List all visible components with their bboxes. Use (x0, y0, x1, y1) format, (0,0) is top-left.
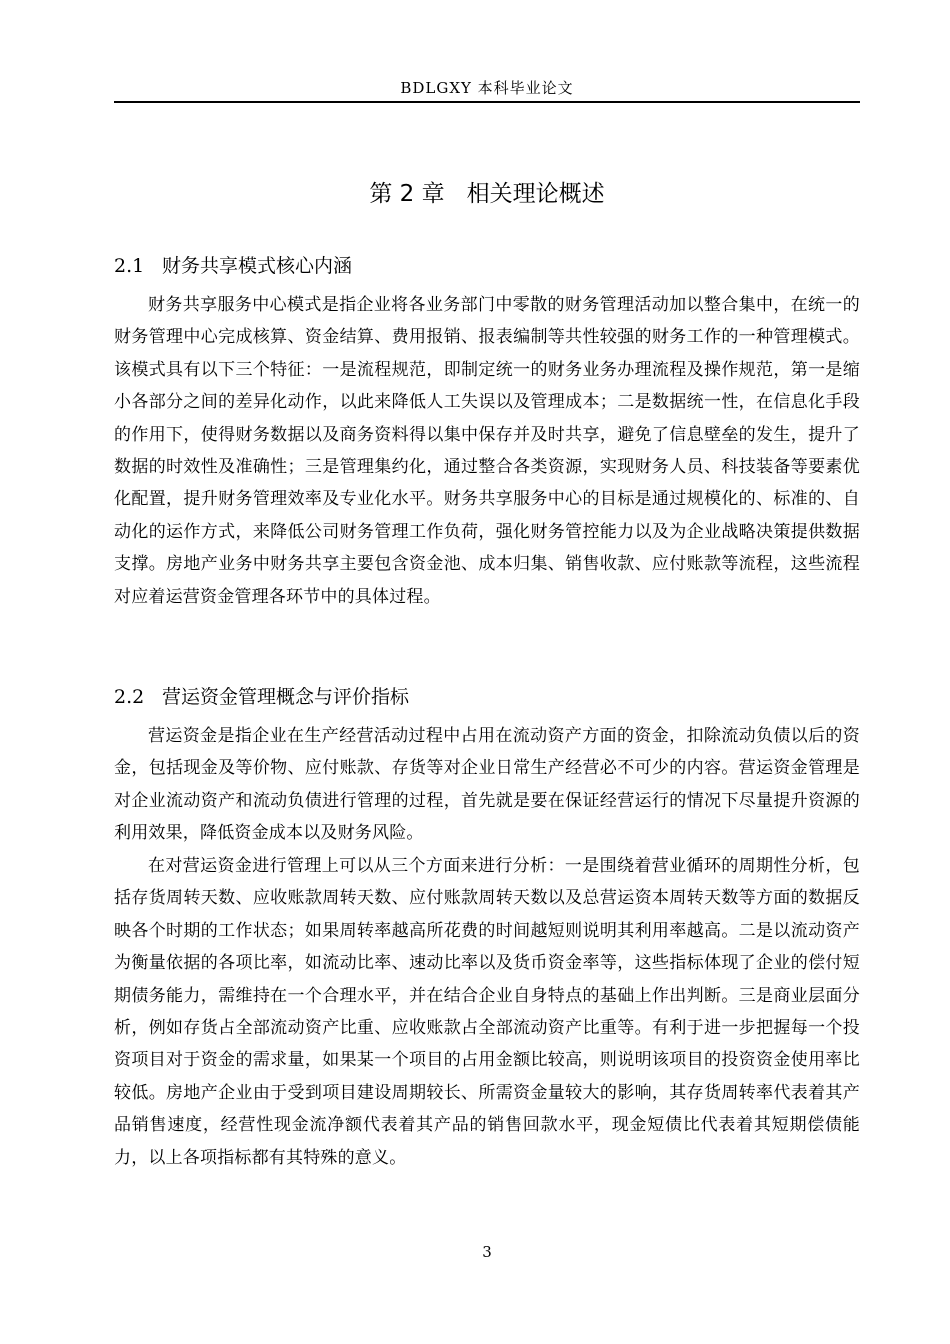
section-heading-2-1 (114, 252, 860, 280)
section-heading-2-2 (114, 683, 860, 711)
paragraph: 在对营运资金进行管理上可以从三个方面来进行分析：一是围绕着营业循环的周期性分析，包括存货周转天数、应收账款周转天数、应付账款周转天数以及总营运资本周转天数等方面的数据反映各个时期的工作状态；如果周转率越高所花费的时间越短则说明其利用率越高。二是以流动资产为衡量依据的各项比率，如流动比率、速动比率以及货币资金率等，这些指标体现了企业的偿付短期债务能力，需维持在一个合理水平，并在结合企业自身特点的基础上作出判断。三是商业层面分析，例如存货占全部流动资产比重、应收账款占全部流动资产比重等。有利于进一步把握每一个投资项目对于资金的需求量，如果某一个项目的占用金额比较高，则说明该项目的投资资金使用率比较低。房地产企业由于受到项目建设周期较长、所需资金量较大的影响，其存货周转率代表着其产品销售速度，经营性现金流净额代表着其产品的销售回款水平，现金短债比代表着其短期偿债能力，以上各项指标都有其特殊的意义。 (114, 856, 860, 1168)
section-number: 2.2 (114, 686, 145, 708)
page-number: 3 (482, 1243, 492, 1261)
section-title: 财务共享模式核心内涵 (162, 255, 353, 277)
section-title: 营运资金管理概念与评价指标 (162, 686, 410, 708)
section-number: 2.1 (114, 255, 145, 277)
chapter-number: 第 2 章 (369, 181, 445, 207)
running-header: BDLGXY 本科毕业论文 (400, 79, 574, 97)
chapter-title (114, 178, 860, 210)
chapter-title-text: 相关理论概述 (466, 181, 605, 207)
paragraph: 营运资金是指企业在生产经营活动过程中占用在流动资产方面的资金，扣除流动负债以后的资金，包括现金及等价物、应付账款、存货等对企业日常生产经营必不可少的内容。营运资金管理是对企业流动资产和流动负债进行管理的过程，首先就是要在保证经营运行的情况下尽量提升资源的利用效果，降低资金成本以及财务风险。 (114, 726, 860, 844)
header-rule (114, 101, 860, 103)
paragraph: 财务共享服务中心模式是指企业将各业务部门中零散的财务管理活动加以整合集中，在统一的财务管理中心完成核算、资金结算、费用报销、报表编制等共性较强的财务工作的一种管理模式。该模式具有以下三个特征：一是流程规范，即制定统一的财务业务办理流程及操作规范，第一是缩小各部分之间的差异化动作，以此来降低人工失误以及管理成本；二是数据统一性，在信息化手段的作用下，使得财务数据以及商务资料得以集中保存并及时共享，避免了信息壁垒的发生，提升了数据的时效性及准确性；三是管理集约化，通过整合各类资源，实现财务人员、科技装备等要素优化配置，提升财务管理效率及专业化水平。财务共享服务中心的目标是通过规模化的、标准的、自动化的运作方式，来降低公司财务管理工作负荷，强化财务管控能力以及为企业战略决策提供数据支撑。房地产业务中财务共享主要包含资金池、成本归集、销售收款、应付账款等流程，这些流程对应着运营资金管理各环节中的具体过程。 (114, 295, 860, 607)
